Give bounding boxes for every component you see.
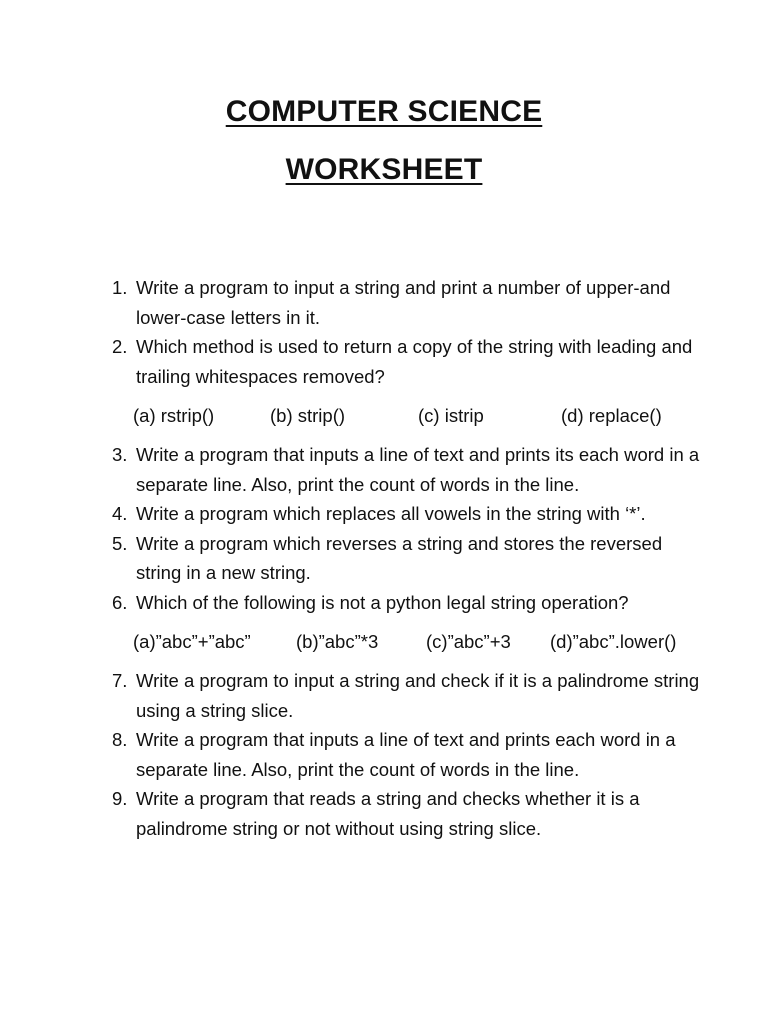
answer-options [0, 627, 768, 655]
question-text: Which of the following is not a python legal string operation? [136, 591, 629, 613]
question-number: 5. [112, 532, 128, 554]
question-text: Write a program that inputs a line of text and prints its each word in a separate line. Also, print the count of words in the line. [136, 444, 700, 495]
question-text: Which method is used to return a copy of the string with leading and trailing whitespaces removed? [136, 336, 693, 387]
question-item [0, 273, 768, 332]
option-a: (a)”abc”+”abc” [133, 631, 251, 652]
question-text: Write a program that inputs a line of text and prints each word in a separate line. Also, print the count of words in the line. [136, 729, 676, 780]
question-item [0, 784, 768, 843]
option-c: (c) istrip [418, 405, 484, 426]
question-item [0, 666, 768, 725]
page-title: COMPUTER SCIENCE [225, 95, 543, 128]
question-number: 2. [112, 336, 128, 357]
question-item [0, 440, 768, 499]
question-number: 6. [112, 591, 128, 613]
answer-options [0, 401, 768, 429]
option-b: (b)”abc”*3 [296, 631, 379, 652]
question-number: 9. [112, 788, 128, 809]
question-number: 4. [112, 503, 128, 524]
question-item [0, 499, 768, 529]
question-text: Write a program that reads a string and checks whether it is a palindrome string or not without using string slice. [136, 788, 640, 839]
question-text: Write a program which replaces all vowels in the string with ‘*’. [136, 503, 646, 524]
question-item [0, 529, 768, 588]
question-item [0, 588, 768, 618]
question-text: Write a program which reverses a string and stores the reversed string in a new string. [136, 532, 663, 583]
question-item [0, 725, 768, 784]
question-number: 3. [112, 444, 128, 465]
question-text: Write a program to input a string and check if it is a palindrome string using a string slice. [136, 670, 700, 721]
page-subtitle: WORKSHEET [285, 153, 483, 186]
question-number: 1. [112, 277, 128, 298]
option-d: (d)”abc”.lower() [550, 631, 677, 652]
question-list [0, 273, 768, 843]
option-b: (b) strip() [270, 405, 346, 426]
option-d: (d) replace() [561, 405, 662, 426]
question-number: 7. [112, 670, 128, 691]
option-a: (a) rstrip() [133, 405, 215, 426]
question-number: 8. [112, 729, 128, 750]
question-text: Write a program to input a string and print a number of upper-and lower-case letters in it. [136, 277, 671, 328]
option-c: (c)”abc”+3 [426, 631, 511, 652]
question-item [0, 332, 768, 391]
